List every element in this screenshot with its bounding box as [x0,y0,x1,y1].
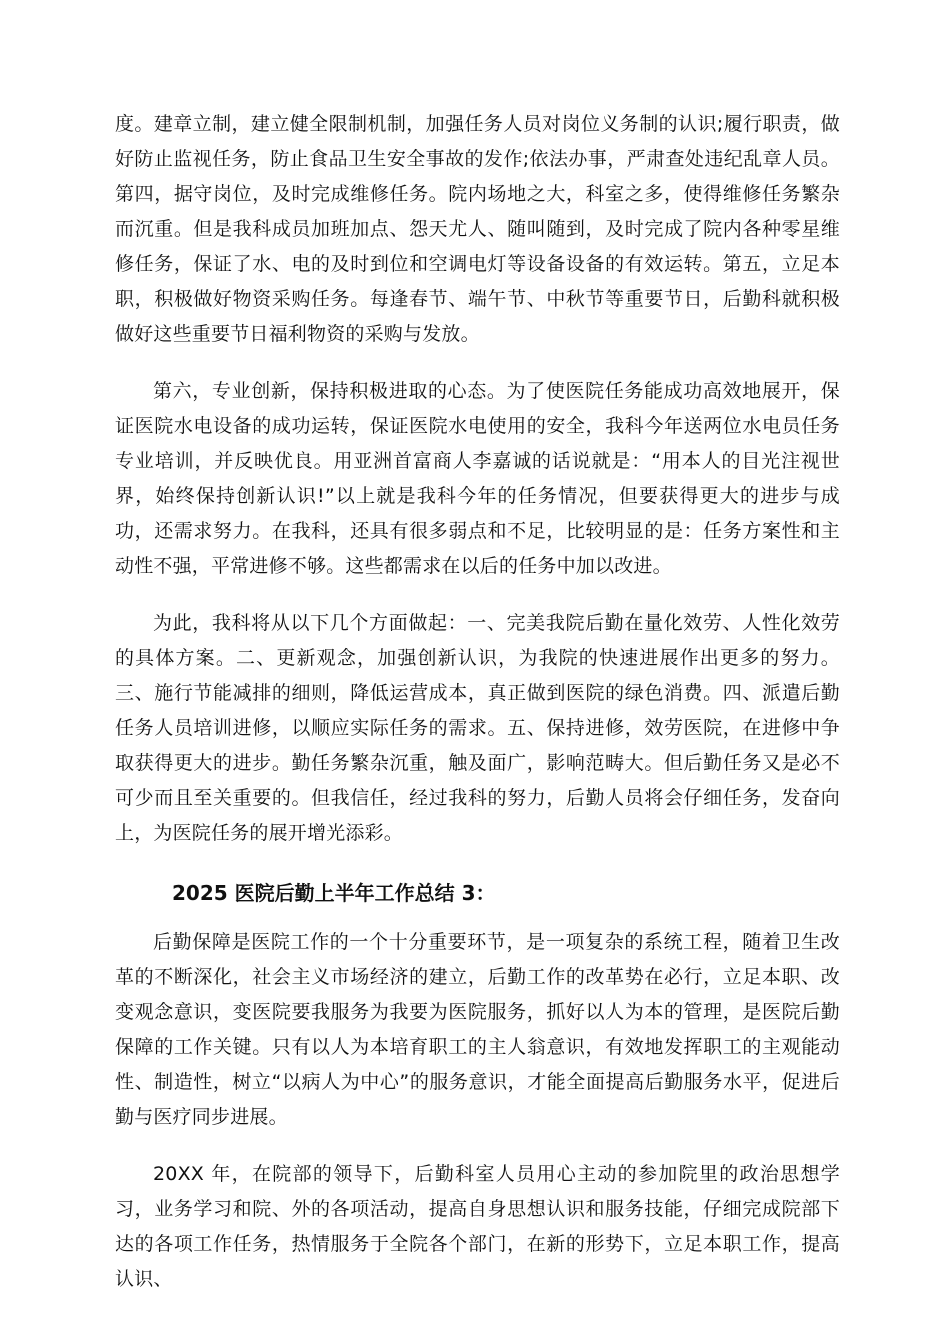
paragraph-5: 20XX 年，在院部的领导下，后勤科室人员用心主动的参加院里的政治思想学习，业务学习和院、外的各项活动，提高自身思想认识和服务技能，仔细完成院部下达的各项工作任务，热情服务于全院各个部门，在新的形势下，立足本职工作，提高认识、 [115,1163,840,1290]
section-heading: 2025 医院后勤上半年工作总结 3： [172,881,496,905]
paragraph-3: 为此，我科将从以下几个方面做起：一、完美我院后勤在量化效劳、人性化效劳的具体方案。二、更新观念，加强创新认识，为我院的快速进展作出更多的努力。三、施行节能减排的细则，降低运营成本，真正做到医院的绿色消费。四、派遣后勤任务人员培训进修，以顺应实际任务的需求。五、保持进修，效劳医院，在进修中争取获得更大的进步。勤任务繁杂沉重，触及面广，影响范畴大。但后勤任务又是必不可少而且至关重要的。但我信任，经过我科的努力，后勤人员将会仔细任务，发奋向上，为医院任务的展开增光添彩。 [115,612,840,844]
document-page [115,107,840,1319]
paragraph-4: 后勤保障是医院工作的一个十分重要环节，是一项复杂的系统工程，随着卫生改革的不断深化，社会主义市场经济的建立，后勤工作的改革势在必行，立足本职、改变观念意识，变医院要我服务为我要为医院服务，抓好以人为本的管理，是医院后勤保障的工作关键。只有以人为本培育职工的主人翁意识，有效地发挥职工的主观能动性、制造性，树立“以病人为中心”的服务意识，才能全面提高后勤服务水平，促进后勤与医疗同步进展。 [115,931,840,1128]
paragraph-2: 第六，专业创新，保持积极进取的心态。为了使医院任务能成功高效地展开，保证医院水电设备的成功运转，保证医院水电使用的安全，我科今年送两位水电员任务专业培训，并反映优良。用亚洲首富商人李嘉诚的话说就是：“用本人的目光注视世界，始终保持创新认识!”以上就是我科今年的任务情况，但要获得更大的进步与成功，还需求努力。在我科，还具有很多弱点和不足，比较明显的是：任务方案性和主动性不强，平常进修不够。这些都需求在以后的任务中加以改进。 [115,380,840,577]
paragraph-1: 度。建章立制，建立健全限制机制，加强任务人员对岗位义务制的认识;履行职责，做好防止监视任务，防止食品卫生安全事故的发作;依法办事，严肃查处违纪乱章人员。第四，据守岗位，及时完成维修任务。院内场地之大，科室之多，使得维修任务繁杂而沉重。但是我科成员加班加点、怨天尤人、随叫随到，及时完成了院内各种零星维修任务，保证了水、电的及时到位和空调电灯等设备设备的有效运转。第五，立足本职，积极做好物资采购任务。每逢春节、端午节、中秋节等重要节日，后勤科就积极做好这些重要节日福利物资的采购与发放。 [115,113,840,345]
